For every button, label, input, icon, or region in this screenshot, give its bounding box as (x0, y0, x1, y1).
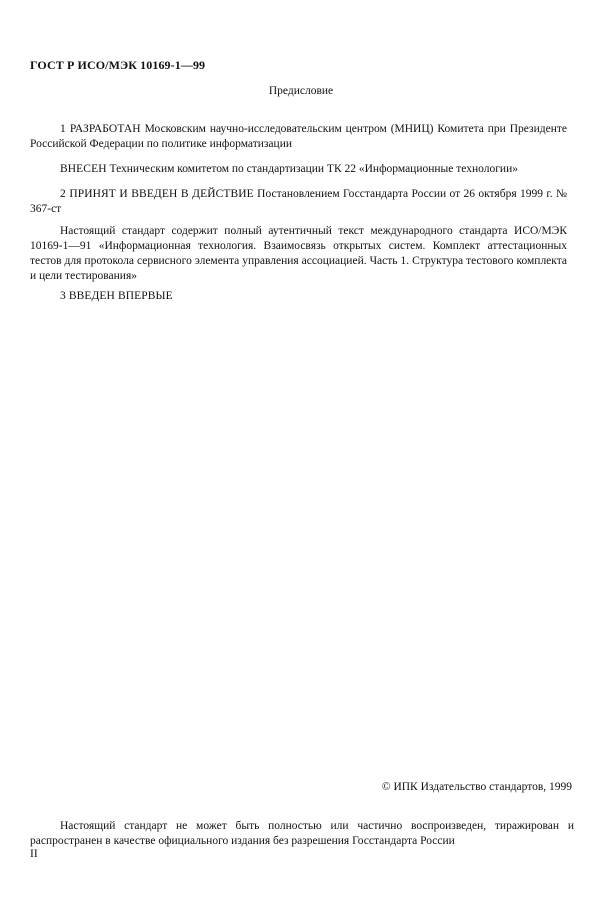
foreword-paragraph-introduced (30, 289, 567, 304)
introduced-heading: 3 ВВЕДЕН ВПЕРВЫЕ (60, 289, 173, 302)
reproduction-notice: Настоящий стандарт не может быть полностью или частично воспроизведен, тиражирован и распространен в качестве официального издания без разрешения Госстандарта России (30, 819, 574, 847)
submitted-heading: ВНЕСЕН (60, 162, 107, 175)
adopted-heading: 2 ПРИНЯТ И ВВЕДЕН В ДЕЙСТВИЕ (60, 187, 254, 200)
foreword-paragraph-adopted (30, 187, 567, 217)
page-number: II (30, 848, 38, 860)
developed-text: Московским научно-исследовательским центром (МНИЦ) Комитета при Президенте Российской Федерации по политике информатизации (30, 122, 567, 150)
foreword-paragraph-submitted (30, 162, 567, 177)
developed-heading: 1 РАЗРАБОТАН (60, 122, 141, 135)
copyright-line: © ИПК Издательство стандартов, 1999 (381, 781, 572, 793)
foreword-title: Предисловие (268, 85, 334, 97)
foreword-paragraph-content: Настоящий стандарт содержит полный аутентичный текст международного стандарта ИСО/МЭК 10169-1—91 «Информационная технология. Взаимосвязь открытых систем. Комплект аттестационных тестов для протокола сервисного элемента управления ассоциацией. Часть 1. Структура тестового комплекта и цели тестирования» (30, 224, 567, 282)
document-code: ГОСТ Р ИСО/МЭК 10169-1—99 (30, 58, 206, 72)
foreword-paragraph-developed (30, 122, 567, 152)
adopted-text: Постановлением Госстандарта России от 26 октября 1999 г. № 367-ст (30, 187, 567, 215)
submitted-text: Техническим комитетом по стандартизации ТК 22 «Информационные технологии» (106, 162, 518, 175)
